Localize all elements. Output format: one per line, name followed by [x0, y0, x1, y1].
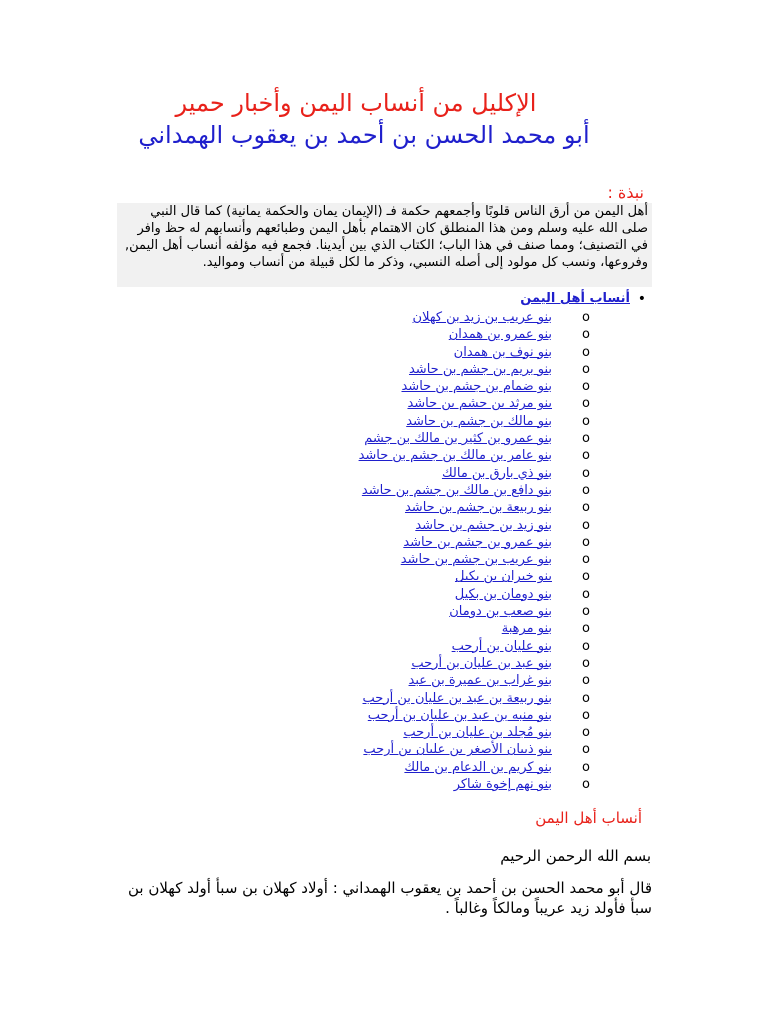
- toc-item-link[interactable]: بنو عليان بن أرحب: [451, 638, 552, 654]
- toc-item: [359, 620, 590, 637]
- circle-bullet-icon: o: [582, 604, 590, 620]
- toc-item: [359, 551, 590, 568]
- toc-item: [359, 603, 590, 620]
- toc-item: [359, 309, 590, 326]
- toc-item-link[interactable]: بنو مُجلد بن عليان بن أرحب: [403, 725, 552, 741]
- circle-bullet-icon: o: [582, 742, 590, 758]
- toc-item: [359, 430, 590, 447]
- circle-bullet-icon: o: [582, 327, 590, 343]
- toc-item: [358, 447, 590, 464]
- toc-item: [359, 638, 590, 655]
- toc-item-link[interactable]: بنو عمرو بن جشم بن حاشد: [403, 534, 552, 550]
- toc-item: [359, 413, 590, 430]
- circle-bullet-icon: o: [582, 621, 590, 637]
- toc-item: [359, 499, 590, 516]
- circle-bullet-icon: o: [582, 310, 590, 325]
- toc-item: [359, 395, 590, 412]
- toc-item-link[interactable]: بنو ربيعة بن جشم بن حاشد: [404, 500, 552, 516]
- circle-bullet-icon: o: [582, 707, 590, 723]
- book-title: الإكليل من أنساب اليمن وأخبار حمير: [175, 89, 537, 117]
- toc-main-link[interactable]: أنساب أهل اليمن: [520, 291, 630, 306]
- author-name: أبو محمد الحسن بن أحمد بن يعقوب الهمداني: [138, 121, 590, 149]
- circle-bullet-icon: o: [582, 690, 590, 706]
- circle-bullet-icon: o: [582, 517, 590, 533]
- toc-item-link[interactable]: بنو نهم إخوة شاكر: [453, 777, 552, 793]
- toc-item: [359, 517, 590, 534]
- circle-bullet-icon: o: [582, 552, 590, 568]
- toc-item: [359, 707, 590, 724]
- toc-item: [359, 378, 590, 395]
- toc-item-link[interactable]: بنو دومان بن بكيل: [454, 586, 552, 602]
- toc-item: [359, 672, 590, 689]
- toc-item: [359, 655, 590, 672]
- toc-item-link[interactable]: بنو زيد بن جشم بن حاشد: [415, 517, 552, 533]
- toc-item-link[interactable]: بنو صعب بن دومان: [449, 604, 552, 620]
- toc-item: [359, 759, 590, 776]
- circle-bullet-icon: o: [582, 500, 590, 516]
- intro-heading: نبذة :: [607, 183, 644, 202]
- intro-text: أهل اليمن من أرق الناس قلوبًا وأجمعهم حكمة فـ (الإيمان يمان والحكمة يمانية) كما قال النبي صلى الله عليه وسلم ومن هذا المنطلق كان الاهتمام بأهل اليمن وطبائعهم وأنسابهم له حظ وافر في التصنيف؛ ومما صنف في هذا الباب؛ الكتاب الذي بين أيدينا. فجمع فيه مؤلفه أنساب أهل اليمن, وفروعها، ونسب كل مولود إلى أصله النسبي، وذكر ما لكل قبيلة من أنساب ومواليد.: [117, 203, 652, 287]
- table-of-contents: [358, 290, 646, 793]
- toc-item: [359, 586, 590, 603]
- circle-bullet-icon: o: [582, 465, 590, 481]
- toc-item-link[interactable]: بنو عمرو بن همدان: [448, 327, 552, 343]
- basmala: بسم الله الرحمن الرحيم: [500, 847, 651, 865]
- toc-item-link[interactable]: بنو كريم بن الدعام بن مالك: [404, 759, 552, 775]
- toc-item-link[interactable]: بنو مرهبة: [501, 621, 552, 637]
- toc-item: [359, 741, 590, 758]
- toc-item-link[interactable]: بنو ذيبان الأصغر بن عليان بن أرحب: [363, 742, 552, 758]
- circle-bullet-icon: o: [582, 569, 590, 585]
- circle-bullet-icon: o: [582, 725, 590, 741]
- circle-bullet-icon: o: [582, 638, 590, 654]
- circle-bullet-icon: o: [582, 655, 590, 671]
- circle-bullet-icon: o: [582, 396, 590, 412]
- circle-bullet-icon: o: [582, 759, 590, 775]
- toc-item: [359, 361, 590, 378]
- circle-bullet-icon: o: [582, 673, 590, 689]
- toc-item-link[interactable]: بنو غراب بن عميرة بن عبد: [408, 673, 552, 689]
- toc-item: [359, 344, 590, 361]
- toc-item: [359, 690, 590, 707]
- toc-item: [359, 465, 590, 482]
- toc-item: [359, 776, 590, 793]
- toc-main-item: [520, 290, 646, 308]
- toc-item-link[interactable]: بنو دافع بن مالك بن جشم بن حاشد: [361, 482, 552, 498]
- toc-sub-list: [358, 309, 590, 793]
- toc-item-link[interactable]: بنو ربيعة بن عبد بن عليان بن أرحب: [362, 690, 552, 706]
- toc-item-link[interactable]: بنو ضمام بن جشم بن حاشد: [401, 379, 552, 395]
- circle-bullet-icon: o: [582, 482, 590, 498]
- circle-bullet-icon: o: [582, 379, 590, 395]
- circle-bullet-icon: o: [582, 534, 590, 550]
- circle-bullet-icon: o: [582, 344, 590, 360]
- toc-item-link[interactable]: بنو عريب بن جشم بن حاشد: [400, 552, 552, 568]
- toc-item: [359, 568, 590, 585]
- circle-bullet-icon: o: [582, 413, 590, 429]
- toc-item-link[interactable]: بنو بريم بن جشم بن حاشد: [408, 361, 552, 377]
- circle-bullet-icon: o: [582, 777, 590, 793]
- circle-bullet-icon: o: [582, 586, 590, 602]
- circle-bullet-icon: o: [582, 361, 590, 377]
- toc-item-link[interactable]: بنو عمرو بن كثير بن مالك بن جشم: [364, 431, 552, 447]
- toc-item-link[interactable]: بنو مالك بن جشم بن حاشد: [406, 413, 552, 429]
- toc-item-link[interactable]: بنو خيران بن بكيل: [454, 569, 552, 585]
- body-paragraph: قال أبو محمد الحسن بن أحمد بن يعقوب الهمداني : أولاد كهلان بن سبأ أولد كهلان بن سبأ فأولد زيد عريباً ومالكاً وغالباً .: [127, 879, 652, 917]
- toc-item-link[interactable]: بنو منبه بن عبد بن عليان بن أرحب: [367, 707, 552, 723]
- toc-item-link[interactable]: بنو عبد بن عليان بن أرحب: [411, 655, 552, 671]
- circle-bullet-icon: o: [582, 448, 590, 464]
- bullet-icon: •: [637, 291, 646, 307]
- circle-bullet-icon: o: [582, 431, 590, 447]
- toc-item-link[interactable]: بنو ذي بارق بن مالك: [441, 465, 552, 481]
- toc-item: [359, 724, 590, 741]
- toc-item-link[interactable]: بنو عريب بن زيد بن كهلان: [412, 310, 552, 325]
- toc-item-link[interactable]: بنو مرثد بن جشم بن حاشد: [407, 396, 552, 412]
- toc-item: [359, 534, 590, 551]
- toc-item-link[interactable]: بنو نوف بن همدان: [453, 344, 552, 360]
- toc-item-link[interactable]: بنو عامر بن مالك بن جشم بن حاشد: [358, 448, 552, 464]
- toc-item: [359, 326, 590, 343]
- toc-item: [359, 482, 590, 499]
- section-heading: أنساب أهل اليمن: [535, 809, 642, 827]
